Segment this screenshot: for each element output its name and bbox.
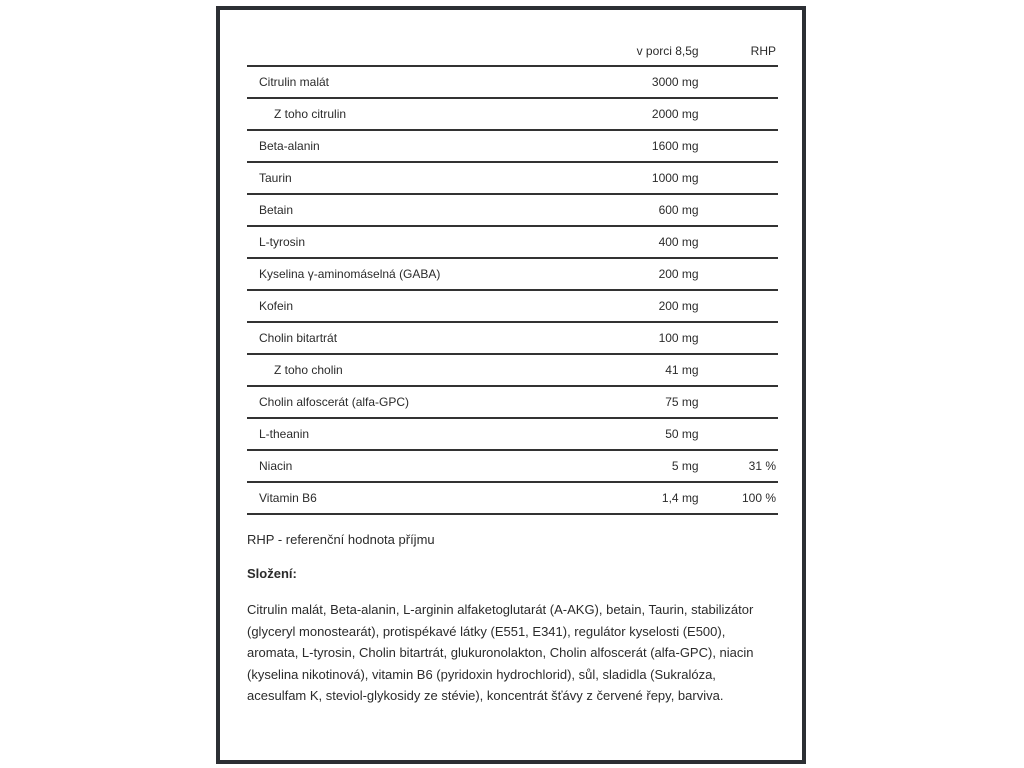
ingredient-name: Cholin alfoscerát (alfa-GPC) bbox=[247, 386, 587, 418]
ingredient-rhp bbox=[699, 418, 778, 450]
table-row bbox=[247, 98, 778, 130]
ingredient-amount: 1,4 mg bbox=[587, 482, 699, 514]
table-row bbox=[247, 418, 778, 450]
ingredient-amount: 200 mg bbox=[587, 258, 699, 290]
ingredient-name: Citrulin malát bbox=[247, 66, 587, 98]
composition-heading: Složení: bbox=[247, 566, 297, 581]
ingredient-amount: 5 mg bbox=[587, 450, 699, 482]
table-row bbox=[247, 450, 778, 482]
ingredient-rhp bbox=[699, 226, 778, 258]
ingredient-rhp bbox=[699, 162, 778, 194]
ingredient-amount: 75 mg bbox=[587, 386, 699, 418]
column-header-per-serving: v porci 8,5g bbox=[587, 36, 699, 66]
content-frame bbox=[216, 6, 806, 764]
ingredient-name: Cholin bitartrát bbox=[247, 322, 587, 354]
ingredient-amount: 41 mg bbox=[587, 354, 699, 386]
column-header-rhp: RHP bbox=[699, 36, 778, 66]
table-row bbox=[247, 162, 778, 194]
ingredient-rhp bbox=[699, 130, 778, 162]
ingredient-name: Vitamin B6 bbox=[247, 482, 587, 514]
content-area bbox=[247, 10, 778, 707]
table-row bbox=[247, 354, 778, 386]
ingredient-rhp bbox=[699, 194, 778, 226]
nutrition-table bbox=[247, 36, 778, 515]
table-row bbox=[247, 482, 778, 514]
rhp-legend: RHP - referenční hodnota příjmu bbox=[247, 532, 435, 547]
ingredient-rhp bbox=[699, 98, 778, 130]
ingredient-amount: 600 mg bbox=[587, 194, 699, 226]
ingredient-name: Niacin bbox=[247, 450, 587, 482]
ingredient-rhp: 100 % bbox=[699, 482, 778, 514]
ingredient-amount: 50 mg bbox=[587, 418, 699, 450]
ingredient-rhp bbox=[699, 322, 778, 354]
ingredient-amount: 1600 mg bbox=[587, 130, 699, 162]
ingredient-name: Beta-alanin bbox=[247, 130, 587, 162]
ingredient-rhp bbox=[699, 290, 778, 322]
ingredient-amount: 2000 mg bbox=[587, 98, 699, 130]
ingredient-amount: 3000 mg bbox=[587, 66, 699, 98]
table-row bbox=[247, 66, 778, 98]
ingredient-name: Taurin bbox=[247, 162, 587, 194]
ingredient-name: L-theanin bbox=[247, 418, 587, 450]
ingredient-rhp bbox=[699, 386, 778, 418]
table-row bbox=[247, 322, 778, 354]
table-header-row bbox=[247, 36, 778, 66]
ingredient-rhp bbox=[699, 354, 778, 386]
ingredient-name: Kyselina γ-aminomáselná (GABA) bbox=[247, 258, 587, 290]
table-row bbox=[247, 290, 778, 322]
ingredient-rhp bbox=[699, 258, 778, 290]
ingredient-amount: 200 mg bbox=[587, 290, 699, 322]
table-row bbox=[247, 226, 778, 258]
ingredient-name: Kofein bbox=[247, 290, 587, 322]
ingredient-rhp: 31 % bbox=[699, 450, 778, 482]
ingredient-rhp bbox=[699, 66, 778, 98]
ingredient-name: Betain bbox=[247, 194, 587, 226]
ingredient-name: Z toho citrulin bbox=[247, 98, 587, 130]
column-header-name bbox=[247, 36, 587, 66]
ingredient-name: Z toho cholin bbox=[247, 354, 587, 386]
table-row bbox=[247, 194, 778, 226]
composition-text: Citrulin malát, Beta-alanin, L-arginin alfaketoglutarát (A-AKG), betain, Taurin, stabilizátor (glyceryl monostearát), protispékavé látky (E551, E341), regulátor kyselosti (E500), aromata, L-tyrosin, Cholin bitartrát, glukuronolakton, Cholin alfoscerát (alfa-GPC), niacin (kyselina nikotinová), vitamin B6 (pyridoxin hydrochlorid), sůl, sladidla (Sukralóza, acesulfam K, steviol-glykosidy ze stévie), koncentrát šťávy z červené řepy, barviva. bbox=[247, 602, 754, 703]
ingredient-amount: 100 mg bbox=[587, 322, 699, 354]
ingredient-amount: 400 mg bbox=[587, 226, 699, 258]
ingredient-name: L-tyrosin bbox=[247, 226, 587, 258]
table-row bbox=[247, 258, 778, 290]
table-row bbox=[247, 386, 778, 418]
ingredient-amount: 1000 mg bbox=[587, 162, 699, 194]
table-row bbox=[247, 130, 778, 162]
